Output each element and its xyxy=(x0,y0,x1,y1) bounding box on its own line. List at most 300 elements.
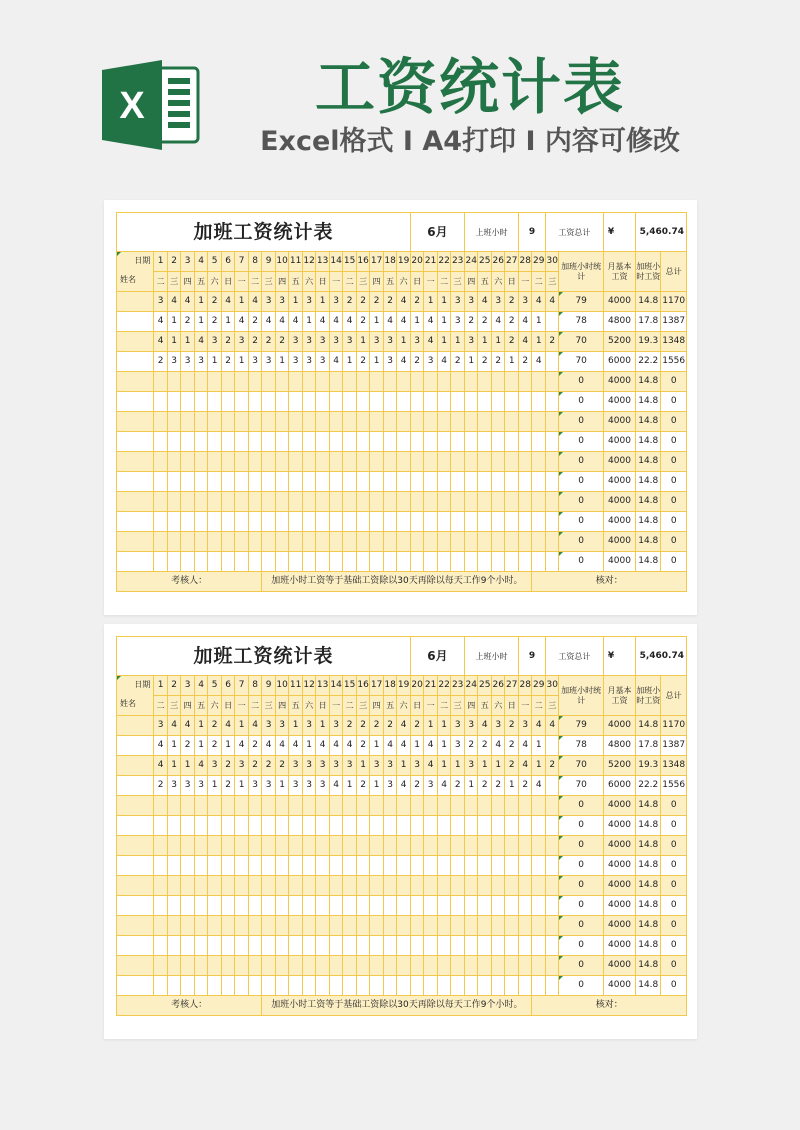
hours-cell[interactable] xyxy=(262,552,276,572)
hours-cell[interactable]: 4 xyxy=(518,312,532,332)
hours-cell[interactable] xyxy=(505,896,519,916)
hours-cell[interactable] xyxy=(464,552,478,572)
hours-cell[interactable]: 3 xyxy=(410,756,424,776)
hours-cell[interactable]: 2 xyxy=(370,716,384,736)
hours-cell[interactable]: 3 xyxy=(518,716,532,736)
hours-cell[interactable] xyxy=(356,836,370,856)
hours-cell[interactable]: 2 xyxy=(208,736,222,756)
hours-cell[interactable] xyxy=(343,472,357,492)
hours-cell[interactable] xyxy=(154,472,168,492)
hours-cell[interactable] xyxy=(383,432,397,452)
hours-cell[interactable] xyxy=(532,492,546,512)
hours-cell[interactable]: 3 xyxy=(451,716,465,736)
hours-cell[interactable] xyxy=(545,532,559,552)
hours-cell[interactable] xyxy=(262,412,276,432)
hours-cell[interactable] xyxy=(167,896,181,916)
employee-name-cell[interactable] xyxy=(117,532,154,552)
hours-cell[interactable] xyxy=(329,392,343,412)
hours-cell[interactable] xyxy=(491,956,505,976)
hours-cell[interactable]: 2 xyxy=(275,332,289,352)
hourly-wage-cell[interactable]: 14.8 xyxy=(636,716,661,736)
hours-cell[interactable] xyxy=(235,936,249,956)
hours-cell[interactable] xyxy=(397,472,411,492)
base-salary-cell[interactable]: 4000 xyxy=(603,876,635,896)
hours-cell[interactable] xyxy=(343,412,357,432)
hours-cell[interactable] xyxy=(437,816,451,836)
hours-cell[interactable]: 4 xyxy=(383,312,397,332)
hours-cell[interactable]: 2 xyxy=(464,312,478,332)
hours-cell[interactable] xyxy=(410,492,424,512)
hours-cell[interactable] xyxy=(275,916,289,936)
row-total-cell[interactable]: 1387 xyxy=(661,736,687,756)
hours-cell[interactable] xyxy=(248,512,262,532)
hours-cell[interactable]: 1 xyxy=(397,332,411,352)
hours-cell[interactable] xyxy=(275,896,289,916)
hours-cell[interactable]: 2 xyxy=(478,312,492,332)
hours-cell[interactable] xyxy=(302,856,316,876)
hours-cell[interactable] xyxy=(356,392,370,412)
hours-cell[interactable] xyxy=(221,896,235,916)
hours-cell[interactable] xyxy=(181,896,195,916)
hours-cell[interactable] xyxy=(316,532,330,552)
hours-cell[interactable]: 1 xyxy=(491,756,505,776)
hours-cell[interactable] xyxy=(356,492,370,512)
hours-cell[interactable]: 3 xyxy=(262,352,276,372)
hours-cell[interactable] xyxy=(302,896,316,916)
hours-cell[interactable] xyxy=(478,532,492,552)
base-salary-cell[interactable]: 6000 xyxy=(603,776,635,796)
hours-cell[interactable] xyxy=(221,412,235,432)
row-total-cell[interactable]: 0 xyxy=(661,432,687,452)
hours-cell[interactable] xyxy=(518,432,532,452)
overtime-total-cell[interactable]: 0 xyxy=(559,432,603,452)
hours-cell[interactable]: 1 xyxy=(167,756,181,776)
hours-cell[interactable] xyxy=(208,412,222,432)
hourly-wage-cell[interactable]: 22.2 xyxy=(636,776,661,796)
hours-cell[interactable] xyxy=(532,372,546,392)
hours-cell[interactable] xyxy=(505,936,519,956)
hours-cell[interactable] xyxy=(437,836,451,856)
hours-cell[interactable] xyxy=(383,372,397,392)
hours-cell[interactable] xyxy=(424,412,438,432)
hours-cell[interactable] xyxy=(289,372,303,392)
hours-cell[interactable] xyxy=(451,412,465,432)
hours-cell[interactable] xyxy=(545,412,559,432)
hours-cell[interactable] xyxy=(181,856,195,876)
hours-cell[interactable]: 2 xyxy=(545,756,559,776)
hours-cell[interactable] xyxy=(181,472,195,492)
hours-cell[interactable] xyxy=(397,936,411,956)
hours-cell[interactable] xyxy=(356,816,370,836)
hours-cell[interactable] xyxy=(289,492,303,512)
hours-cell[interactable] xyxy=(154,532,168,552)
hours-cell[interactable]: 3 xyxy=(424,352,438,372)
hours-cell[interactable]: 4 xyxy=(154,332,168,352)
hours-cell[interactable] xyxy=(424,492,438,512)
hours-cell[interactable] xyxy=(410,372,424,392)
hours-cell[interactable] xyxy=(289,432,303,452)
hours-cell[interactable]: 3 xyxy=(262,776,276,796)
hours-cell[interactable] xyxy=(478,956,492,976)
employee-name-cell[interactable] xyxy=(117,392,154,412)
hours-cell[interactable] xyxy=(397,796,411,816)
hours-cell[interactable] xyxy=(518,392,532,412)
hours-cell[interactable]: 3 xyxy=(464,332,478,352)
hours-cell[interactable]: 1 xyxy=(397,756,411,776)
hours-cell[interactable] xyxy=(248,552,262,572)
hours-cell[interactable] xyxy=(437,392,451,412)
hours-cell[interactable]: 4 xyxy=(437,776,451,796)
hours-cell[interactable] xyxy=(316,452,330,472)
hours-cell[interactable] xyxy=(518,856,532,876)
hours-cell[interactable] xyxy=(275,392,289,412)
hours-cell[interactable] xyxy=(397,876,411,896)
hours-cell[interactable]: 3 xyxy=(208,756,222,776)
base-salary-cell[interactable]: 4000 xyxy=(603,856,635,876)
hours-cell[interactable] xyxy=(262,816,276,836)
hours-cell[interactable] xyxy=(410,392,424,412)
hours-cell[interactable] xyxy=(181,392,195,412)
hours-cell[interactable] xyxy=(235,916,249,936)
hours-cell[interactable] xyxy=(410,936,424,956)
hours-cell[interactable]: 4 xyxy=(167,716,181,736)
hours-cell[interactable] xyxy=(248,492,262,512)
hours-cell[interactable]: 3 xyxy=(262,716,276,736)
hours-cell[interactable]: 2 xyxy=(181,312,195,332)
hours-cell[interactable] xyxy=(478,372,492,392)
hours-cell[interactable]: 1 xyxy=(356,332,370,352)
hours-cell[interactable]: 1 xyxy=(235,352,249,372)
hours-cell[interactable] xyxy=(275,472,289,492)
overtime-total-cell[interactable]: 0 xyxy=(559,936,603,956)
hours-cell[interactable] xyxy=(154,512,168,532)
hours-cell[interactable] xyxy=(505,452,519,472)
hours-cell[interactable] xyxy=(316,372,330,392)
hours-cell[interactable] xyxy=(275,432,289,452)
hours-cell[interactable]: 1 xyxy=(370,312,384,332)
hours-cell[interactable] xyxy=(302,392,316,412)
hours-cell[interactable] xyxy=(451,796,465,816)
hours-cell[interactable] xyxy=(316,856,330,876)
hours-cell[interactable]: 2 xyxy=(491,352,505,372)
hours-cell[interactable] xyxy=(316,412,330,432)
hours-cell[interactable] xyxy=(235,816,249,836)
hours-cell[interactable] xyxy=(397,916,411,936)
hours-cell[interactable]: 4 xyxy=(235,312,249,332)
hours-cell[interactable] xyxy=(545,896,559,916)
hours-cell[interactable] xyxy=(167,512,181,532)
row-total-cell[interactable]: 0 xyxy=(661,896,687,916)
hours-cell[interactable] xyxy=(275,876,289,896)
hourly-wage-cell[interactable]: 14.8 xyxy=(636,532,661,552)
hours-cell[interactable] xyxy=(437,452,451,472)
hours-cell[interactable] xyxy=(289,836,303,856)
employee-name-cell[interactable] xyxy=(117,856,154,876)
hours-cell[interactable] xyxy=(289,916,303,936)
hours-cell[interactable] xyxy=(505,916,519,936)
hours-cell[interactable]: 2 xyxy=(208,716,222,736)
hours-cell[interactable] xyxy=(518,876,532,896)
row-total-cell[interactable]: 1348 xyxy=(661,332,687,352)
hours-cell[interactable] xyxy=(181,956,195,976)
hours-cell[interactable] xyxy=(397,552,411,572)
hours-cell[interactable] xyxy=(262,936,276,956)
hours-cell[interactable] xyxy=(532,836,546,856)
hours-cell[interactable]: 1 xyxy=(343,776,357,796)
row-total-cell[interactable]: 0 xyxy=(661,552,687,572)
hours-cell[interactable]: 1 xyxy=(208,776,222,796)
hours-cell[interactable]: 3 xyxy=(329,332,343,352)
overtime-total-cell[interactable]: 0 xyxy=(559,976,603,996)
hours-cell[interactable] xyxy=(316,976,330,996)
hours-cell[interactable] xyxy=(248,836,262,856)
hours-cell[interactable]: 3 xyxy=(451,312,465,332)
hours-cell[interactable]: 3 xyxy=(248,352,262,372)
base-salary-cell[interactable]: 4000 xyxy=(603,392,635,412)
hours-cell[interactable] xyxy=(532,432,546,452)
hours-cell[interactable]: 2 xyxy=(478,352,492,372)
hours-cell[interactable] xyxy=(289,552,303,572)
hours-cell[interactable] xyxy=(478,876,492,896)
hours-cell[interactable]: 1 xyxy=(478,332,492,352)
hours-cell[interactable] xyxy=(275,976,289,996)
row-total-cell[interactable]: 0 xyxy=(661,836,687,856)
hours-cell[interactable] xyxy=(181,512,195,532)
hours-cell[interactable]: 1 xyxy=(302,736,316,756)
hours-cell[interactable] xyxy=(410,896,424,916)
hourly-wage-cell[interactable]: 14.8 xyxy=(636,392,661,412)
employee-name-cell[interactable] xyxy=(117,896,154,916)
hours-cell[interactable] xyxy=(545,936,559,956)
hours-cell[interactable] xyxy=(410,552,424,572)
hours-cell[interactable]: 3 xyxy=(383,352,397,372)
hours-cell[interactable]: 2 xyxy=(221,756,235,776)
hours-cell[interactable] xyxy=(370,796,384,816)
hours-cell[interactable] xyxy=(289,796,303,816)
hours-cell[interactable] xyxy=(505,472,519,492)
hours-cell[interactable] xyxy=(491,472,505,492)
hours-cell[interactable] xyxy=(316,472,330,492)
hours-cell[interactable] xyxy=(478,392,492,412)
hours-cell[interactable] xyxy=(289,452,303,472)
hours-cell[interactable]: 2 xyxy=(248,312,262,332)
hours-cell[interactable] xyxy=(464,492,478,512)
hours-cell[interactable] xyxy=(370,512,384,532)
hourly-wage-cell[interactable]: 17.8 xyxy=(636,312,661,332)
hours-cell[interactable] xyxy=(532,916,546,936)
hours-cell[interactable]: 4 xyxy=(275,736,289,756)
employee-name-cell[interactable] xyxy=(117,512,154,532)
hours-cell[interactable] xyxy=(505,956,519,976)
hours-cell[interactable] xyxy=(518,372,532,392)
overtime-total-cell[interactable]: 0 xyxy=(559,412,603,432)
hours-cell[interactable] xyxy=(289,512,303,532)
overtime-total-cell[interactable]: 0 xyxy=(559,856,603,876)
hours-cell[interactable] xyxy=(464,472,478,492)
hours-cell[interactable] xyxy=(302,916,316,936)
hourly-wage-cell[interactable]: 17.8 xyxy=(636,736,661,756)
hours-cell[interactable] xyxy=(451,372,465,392)
hours-cell[interactable] xyxy=(491,976,505,996)
hours-cell[interactable]: 2 xyxy=(545,332,559,352)
hours-cell[interactable] xyxy=(343,392,357,412)
hours-cell[interactable]: 1 xyxy=(478,756,492,776)
hours-cell[interactable] xyxy=(518,896,532,916)
hours-cell[interactable]: 3 xyxy=(343,332,357,352)
employee-name-cell[interactable] xyxy=(117,796,154,816)
hours-cell[interactable] xyxy=(208,452,222,472)
hours-cell[interactable]: 1 xyxy=(275,352,289,372)
hours-cell[interactable] xyxy=(167,836,181,856)
hours-cell[interactable] xyxy=(505,392,519,412)
hours-cell[interactable]: 4 xyxy=(343,312,357,332)
hours-cell[interactable] xyxy=(545,916,559,936)
hours-cell[interactable] xyxy=(518,836,532,856)
hours-cell[interactable]: 2 xyxy=(343,292,357,312)
hours-cell[interactable] xyxy=(370,836,384,856)
hours-cell[interactable] xyxy=(545,512,559,532)
hours-cell[interactable] xyxy=(370,936,384,956)
hours-cell[interactable] xyxy=(262,876,276,896)
hours-cell[interactable] xyxy=(194,392,208,412)
hours-cell[interactable]: 1 xyxy=(464,776,478,796)
hours-cell[interactable]: 4 xyxy=(235,736,249,756)
hours-cell[interactable] xyxy=(154,956,168,976)
hours-cell[interactable] xyxy=(235,856,249,876)
row-total-cell[interactable]: 0 xyxy=(661,816,687,836)
hours-cell[interactable]: 3 xyxy=(329,292,343,312)
hours-cell[interactable] xyxy=(545,836,559,856)
hours-cell[interactable]: 1 xyxy=(437,756,451,776)
hours-cell[interactable] xyxy=(370,956,384,976)
hours-cell[interactable]: 1 xyxy=(437,716,451,736)
overtime-total-cell[interactable]: 0 xyxy=(559,452,603,472)
hours-cell[interactable]: 3 xyxy=(424,776,438,796)
hourly-wage-cell[interactable]: 14.8 xyxy=(636,816,661,836)
hours-cell[interactable] xyxy=(316,916,330,936)
hours-cell[interactable] xyxy=(316,512,330,532)
employee-name-cell[interactable] xyxy=(117,816,154,836)
hours-cell[interactable]: 2 xyxy=(262,332,276,352)
hours-cell[interactable] xyxy=(437,976,451,996)
hours-cell[interactable]: 1 xyxy=(410,312,424,332)
hours-cell[interactable] xyxy=(464,432,478,452)
base-salary-cell[interactable]: 4000 xyxy=(603,916,635,936)
hours-cell[interactable] xyxy=(154,856,168,876)
base-salary-cell[interactable]: 4000 xyxy=(603,372,635,392)
hours-cell[interactable] xyxy=(518,916,532,936)
hours-cell[interactable] xyxy=(451,432,465,452)
hours-cell[interactable] xyxy=(491,916,505,936)
hours-cell[interactable]: 3 xyxy=(302,776,316,796)
hours-cell[interactable] xyxy=(208,392,222,412)
hours-cell[interactable] xyxy=(194,836,208,856)
hours-cell[interactable]: 3 xyxy=(410,332,424,352)
employee-name-cell[interactable] xyxy=(117,312,154,332)
hours-cell[interactable] xyxy=(437,856,451,876)
hours-cell[interactable] xyxy=(248,976,262,996)
hours-cell[interactable] xyxy=(397,492,411,512)
hours-cell[interactable] xyxy=(356,532,370,552)
base-salary-cell[interactable]: 4000 xyxy=(603,452,635,472)
hours-cell[interactable]: 1 xyxy=(302,312,316,332)
hours-cell[interactable] xyxy=(235,472,249,492)
hours-cell[interactable] xyxy=(383,796,397,816)
hours-cell[interactable] xyxy=(451,492,465,512)
hours-cell[interactable] xyxy=(208,896,222,916)
hours-cell[interactable] xyxy=(329,836,343,856)
hours-cell[interactable]: 2 xyxy=(370,292,384,312)
overtime-total-cell[interactable]: 70 xyxy=(559,776,603,796)
employee-name-cell[interactable] xyxy=(117,452,154,472)
hours-cell[interactable] xyxy=(356,512,370,532)
hours-cell[interactable]: 4 xyxy=(532,292,546,312)
row-total-cell[interactable]: 1170 xyxy=(661,716,687,736)
hours-cell[interactable]: 4 xyxy=(248,716,262,736)
hours-cell[interactable]: 3 xyxy=(329,716,343,736)
hours-cell[interactable]: 4 xyxy=(545,716,559,736)
hours-cell[interactable] xyxy=(437,472,451,492)
hours-cell[interactable] xyxy=(329,492,343,512)
row-total-cell[interactable]: 0 xyxy=(661,916,687,936)
hours-cell[interactable] xyxy=(208,836,222,856)
employee-name-cell[interactable] xyxy=(117,432,154,452)
hours-cell[interactable]: 4 xyxy=(397,776,411,796)
overtime-total-cell[interactable]: 0 xyxy=(559,552,603,572)
hours-cell[interactable]: 1 xyxy=(194,312,208,332)
hours-cell[interactable] xyxy=(518,936,532,956)
hours-cell[interactable] xyxy=(383,552,397,572)
hours-cell[interactable] xyxy=(248,816,262,836)
hours-cell[interactable]: 3 xyxy=(194,776,208,796)
hours-cell[interactable] xyxy=(424,936,438,956)
hours-cell[interactable] xyxy=(464,532,478,552)
hourly-wage-cell[interactable]: 14.8 xyxy=(636,936,661,956)
employee-name-cell[interactable] xyxy=(117,976,154,996)
hours-cell[interactable] xyxy=(208,492,222,512)
hours-cell[interactable] xyxy=(154,976,168,996)
hours-cell[interactable] xyxy=(262,532,276,552)
hours-cell[interactable]: 2 xyxy=(154,352,168,372)
hours-cell[interactable] xyxy=(370,816,384,836)
hours-cell[interactable] xyxy=(329,552,343,572)
hours-cell[interactable] xyxy=(383,412,397,432)
hours-cell[interactable] xyxy=(329,452,343,472)
overtime-total-cell[interactable]: 0 xyxy=(559,876,603,896)
hours-cell[interactable] xyxy=(383,452,397,472)
hours-cell[interactable]: 2 xyxy=(383,292,397,312)
hours-cell[interactable] xyxy=(464,856,478,876)
hours-cell[interactable] xyxy=(383,472,397,492)
hours-cell[interactable]: 1 xyxy=(370,776,384,796)
hours-cell[interactable] xyxy=(302,472,316,492)
hours-cell[interactable] xyxy=(289,876,303,896)
hours-cell[interactable] xyxy=(518,532,532,552)
overtime-total-cell[interactable]: 70 xyxy=(559,332,603,352)
hours-cell[interactable] xyxy=(478,976,492,996)
hours-cell[interactable] xyxy=(167,492,181,512)
hours-cell[interactable] xyxy=(275,856,289,876)
hours-cell[interactable] xyxy=(167,856,181,876)
hours-cell[interactable] xyxy=(248,452,262,472)
employee-name-cell[interactable] xyxy=(117,492,154,512)
hours-cell[interactable]: 4 xyxy=(154,736,168,756)
hours-cell[interactable] xyxy=(478,432,492,452)
hours-cell[interactable] xyxy=(248,916,262,936)
hours-cell[interactable] xyxy=(302,936,316,956)
hours-cell[interactable]: 2 xyxy=(410,716,424,736)
hours-cell[interactable] xyxy=(356,956,370,976)
